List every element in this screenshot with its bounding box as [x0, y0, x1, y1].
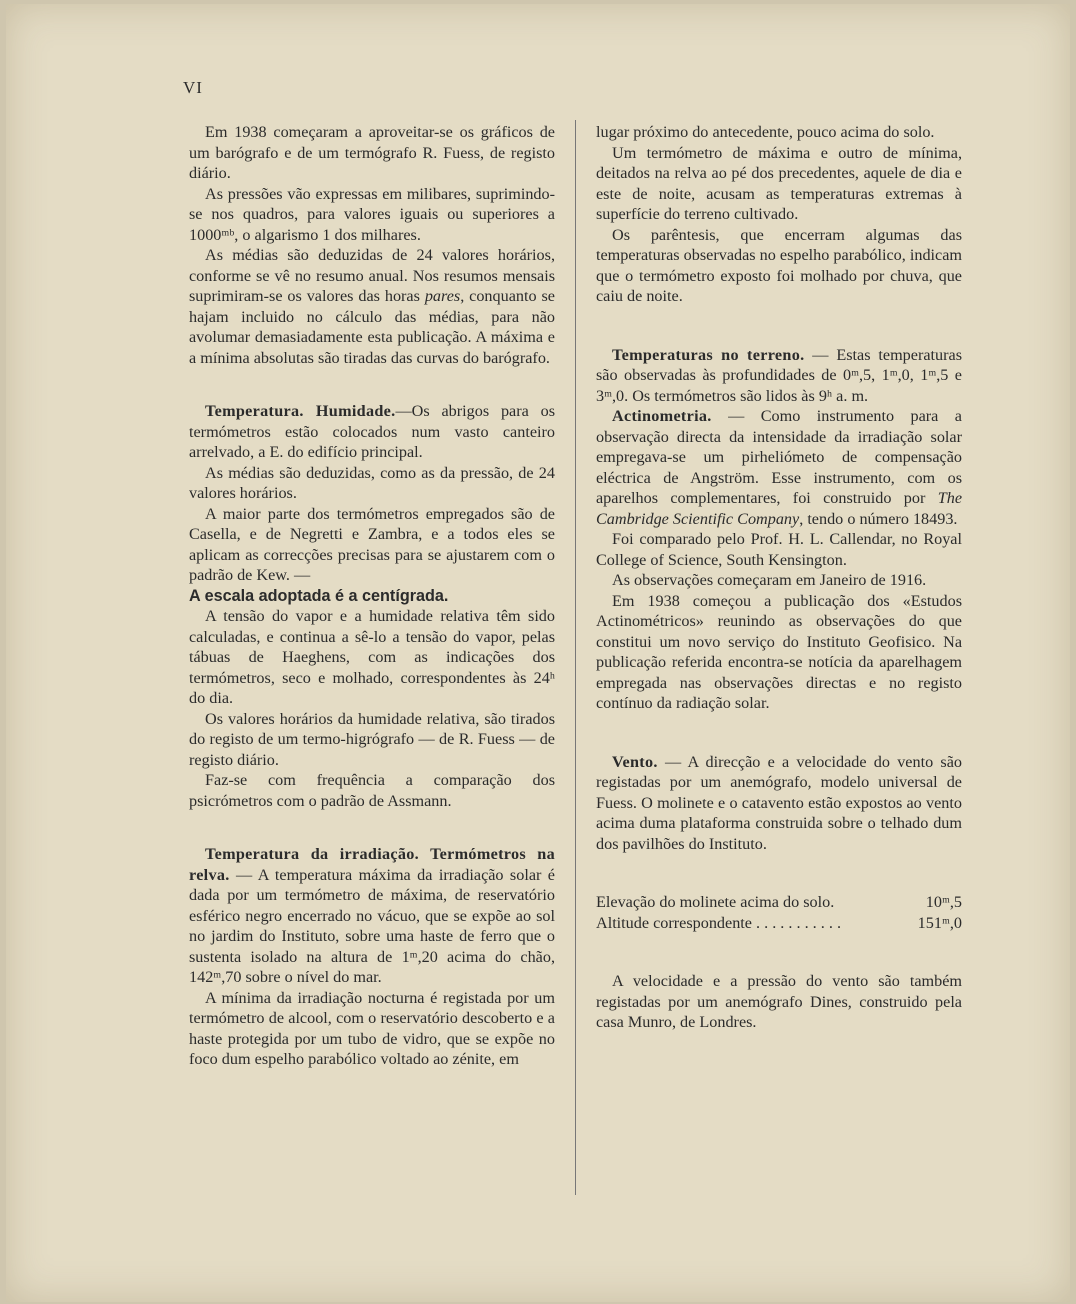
table-label: Elevação do molinete acima do solo. [596, 893, 835, 911]
paragraph [596, 345, 962, 407]
paragraph [596, 406, 962, 529]
emphasis-scale: A escala adoptada é a centígrada. [189, 586, 449, 605]
paragraph: As observações começaram em Janeiro de 1916. [612, 571, 927, 589]
paragraph [189, 245, 555, 368]
paragraph: As pressões vão expressas em milibares, suprimindo-se nos quadros, para valores iguais ou superiores a 1000ᵐᵇ, o algarismo 1 dos milhares. [189, 184, 555, 244]
section-heading-irradiacao: Temperatura da irradiação. Termómetros na relva. [189, 845, 555, 884]
paragraph: Os valores horários da humidade relativa, são tirados do registo de um termo-higrógrafo — de R. Fuess — de registo diário. [189, 709, 555, 769]
section-heading-vento: Vento. [612, 752, 658, 771]
elevation-table [596, 892, 962, 933]
right-column [596, 122, 962, 1033]
paragraph [189, 844, 555, 988]
paragraph: Em 1938 começou a publicação dos «Estudos Actinométricos» reunindo as observações do que constitui um novo serviço do Instituto Geofisico. Na publicação referida encontra-se notícia da aparelhagem empregada nas observações directas e no registo contínuo da radiação solar. [596, 591, 962, 712]
paragraph: Um termómetro de máxima e outro de mínima, deitados na relva ao pé dos precedentes, aquele de dia e este de noite, acusam as temperaturas extremas à superfície do terreno cultivado. [596, 143, 962, 223]
page-number: VI [183, 78, 203, 97]
table-row [596, 913, 962, 934]
paragraph [189, 504, 555, 607]
paragraph: lugar próximo do antecedente, pouco acima do solo. [596, 123, 935, 141]
italic-term: The Cambridge Scientific Company [596, 489, 962, 528]
section-heading-actinometria: Actinometria. [612, 407, 712, 425]
paragraph [189, 401, 555, 463]
paragraph: A mínima da irradiação nocturna é registada por um termómetro de alcool, com o reservatório descoberto e a haste protegida por um tubo de vidro, que se expõe no foco dum espelho parabólico voltado ao zénite, em [189, 988, 555, 1068]
paragraph: Faz-se com frequência a comparação dos psicrómetros com o padrão de Assmann. [189, 771, 555, 810]
table-value: 10ᵐ,5 [925, 893, 962, 911]
paragraph: A velocidade e a pressão do vento são também registadas por um anemógrafo Dines, construido pela casa Munro, de Londres. [596, 972, 962, 1031]
section-heading-terreno: Temperaturas no terreno. [612, 345, 805, 364]
table-value: 151ᵐ,0 [917, 913, 962, 932]
paragraph-text: As médias são deduzidas de 24 valores horários, conforme se vê no resumo anual. Nos resumos mensais suprimiram-se os valores das horas [189, 246, 555, 305]
column-divider [575, 120, 576, 1195]
paragraph: Em 1938 começaram a aproveitar-se os gráficos de um barógrafo e de um termógrafo R. Fuess, de registo diário. [189, 123, 555, 182]
paragraph-text: , tendo o número 18493. [799, 509, 958, 528]
paragraph: As médias são deduzidas, como as da pressão, de 24 valores horários. [189, 463, 555, 502]
paragraph: A tensão do vapor e a humidade relativa têm sido calculadas, e continua a sê-lo a tensão do vapor, pelas tábuas de Haeghens, com as indicações dos termómetros, seco e molhado, correspondentes às 24ʰ do dia. [189, 607, 555, 707]
paragraph-text: — A direcção e a velocidade do vento são registadas por um anemógrafo, modelo universal de Fuess. O molinete e o catavento estão expostos ao vento acima duma plataforma construida sobre o telhado dum dos pavilhões do Instituto. [596, 752, 962, 853]
paragraph [596, 752, 962, 855]
paragraph-text: — Estas temperaturas são observadas às profundidades de 0ᵐ,5, 1ᵐ,0, 1ᵐ,5 e 3ᵐ,0. Os termómetros são lidos às 9ʰ a. m. [596, 345, 962, 405]
paragraph-text: —Os abrigos para os termómetros estão colocados num vasto canteiro arrelvado, a E. do edifício principal. [189, 402, 555, 461]
left-column [189, 122, 555, 1070]
paragraph: Os parêntesis, que encerram algumas das temperaturas observadas no espelho parabólico, indicam que o termómetro exposto foi molhado por chuva, que caiu de noite. [596, 225, 962, 305]
table-row [596, 892, 962, 913]
paragraph-text: — A temperatura máxima da irradiação solar é dada por um termómetro de máxima, de reservatório esférico negro encerrado no vácuo, que se expõe ao sol no jardim do Instituto, sobre uma haste de ferro que o sustenta isolado na altura de 1ᵐ,20 acima do chão, 142ᵐ,70 sobre o nível do mar. [189, 865, 555, 986]
italic-term: pares [424, 287, 461, 305]
paragraph-text: — Como instrumento para a observação directa da intensidade da irradiação solar empregava-se um pirheliómeto de compensação eléctrica de Angström. Esse instrumento, com os aparelhos complementares, foi construido por [596, 407, 962, 507]
paragraph-text: A maior parte dos termómetros empregados são de Casella, e de Negretti e Zambra, e a todos eles se aplicam as correcções precisas para se ajustarem com o padrão de Kew. — [189, 504, 555, 584]
table-label: Altitude correspondente . . . . . . . . . . . [596, 913, 842, 932]
section-heading-temperatura: Temperatura. Humidade. [205, 402, 396, 420]
paragraph-text: , conquanto se hajam incluido no cálculo das médias, para não avolumar demasiadamente esta publicação. A máxima e a mínima absolutas são tiradas das curvas do barógrafo. [189, 287, 555, 367]
paragraph: Foi comparado pelo Prof. H. L. Callendar, no Royal College of Science, South Kensington. [596, 530, 962, 569]
